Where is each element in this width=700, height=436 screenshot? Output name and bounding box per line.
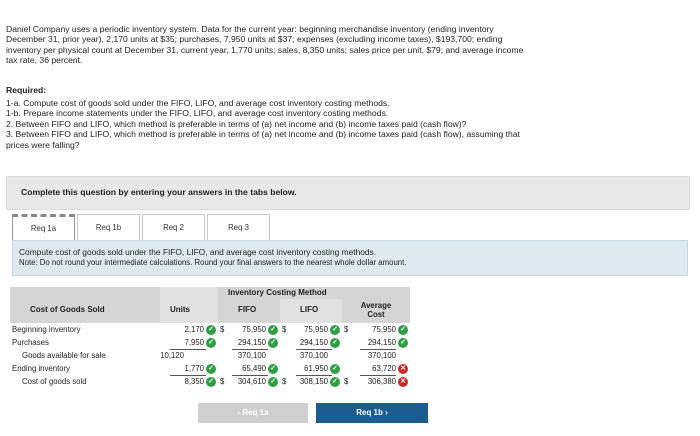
header-method-label: Inventory Costing Method [228, 288, 327, 297]
cell-value: 10,120 [160, 351, 184, 360]
tab-navigation [198, 403, 428, 423]
lifo-cell[interactable] [280, 324, 342, 336]
check-icon: ✓ [398, 325, 408, 335]
tab-req-2[interactable]: Req 2 [142, 214, 205, 240]
lifo-cell[interactable] [280, 363, 342, 375]
fifo-cell [218, 350, 280, 362]
cell-value: 2,170 [184, 325, 204, 334]
cell-value: 75,950 [242, 325, 266, 334]
cell-value: 75,950 [372, 325, 396, 334]
required-item: prices were falling? [6, 139, 80, 150]
dollar-sign: $ [282, 377, 287, 386]
header-average-cost [342, 299, 410, 323]
dollar-sign: $ [282, 325, 287, 334]
cell-value: 294,150 [367, 338, 396, 347]
check-icon: ✓ [398, 338, 408, 348]
header-lifo-label: LIFO [300, 305, 319, 314]
cell-value: 75,950 [304, 325, 328, 334]
table-row [10, 350, 410, 362]
check-icon: ✓ [206, 338, 216, 348]
cell-value: 308,150 [299, 377, 328, 386]
tab-req-1a[interactable]: Req 1a [12, 214, 75, 240]
dollar-sign: $ [220, 325, 225, 334]
problem-line: inventory per physical count at December 31, current year, 1,770 units; sales, 8,350 units; sales price per unit, $79; and average income [6, 44, 524, 55]
problem-line: December 31, prior year), 2,170 units at $35; purchases, 7,950 units at $37; expenses (excluding income taxes), $193,700; ending [6, 34, 503, 45]
cell-value: 370,100 [299, 351, 328, 360]
table-row [10, 376, 410, 388]
header-fifo-label: FIFO [238, 305, 257, 314]
fifo-cell[interactable] [218, 376, 280, 388]
row-label: Beginning inventory [12, 325, 81, 334]
avg-cell [342, 350, 410, 362]
tab-req-1b[interactable]: Req 1b [77, 214, 140, 240]
check-icon: ✓ [206, 325, 216, 335]
check-icon: ✓ [330, 338, 340, 348]
fifo-cell[interactable] [218, 324, 280, 336]
avg-cell[interactable] [342, 363, 410, 375]
panel-note: Note: Do not round your intermediate calculations. Round your final answers to the nearest whole dollar amount. [19, 258, 407, 267]
row-label: Cost of goods sold [22, 377, 87, 386]
fifo-cell[interactable] [218, 363, 280, 375]
lifo-cell[interactable] [280, 376, 342, 388]
problem-statement [6, 24, 646, 65]
cell-value: 306,380 [367, 377, 396, 386]
dollar-sign: $ [344, 377, 349, 386]
panel-instruction: Compute cost of goods sold under the FIFO, LIFO, and average cost inventory costing methods. [19, 247, 377, 257]
cell-value: 1,770 [184, 364, 204, 373]
check-icon: ✓ [330, 364, 340, 374]
units-cell [160, 350, 218, 362]
tab-req-3[interactable]: Req 3 [207, 214, 270, 240]
header-inventory-method [218, 287, 410, 299]
cell-value: 8,350 [184, 377, 204, 386]
avg-cell[interactable] [342, 376, 410, 388]
cogs-table [10, 287, 410, 397]
tab-bar [12, 214, 272, 240]
table-row [10, 337, 410, 349]
prev-req-button[interactable]: ‹ Req 1a [198, 403, 308, 423]
cell-value: 7,950 [184, 338, 204, 347]
table-row [10, 324, 410, 336]
check-icon: ✓ [268, 338, 278, 348]
cell-value: 65,490 [242, 364, 266, 373]
required-item: 2. Between FIFO and LIFO, which method is preferable in terms of (a) net income and (b) income taxes paid (cash flow)? [6, 118, 467, 129]
header-units [160, 287, 218, 323]
cell-value: 63,720 [372, 364, 396, 373]
next-req-button[interactable]: Req 1b › [316, 403, 428, 423]
row-label: Ending inventory [12, 364, 71, 373]
avg-cell[interactable] [342, 324, 410, 336]
cell-value: 61,950 [304, 364, 328, 373]
avg-cell[interactable] [342, 337, 410, 349]
required-item: 1-b. Prepare income statements under the FIFO, LIFO, and average cost inventory costing methods. [6, 108, 389, 119]
lifo-cell[interactable] [280, 337, 342, 349]
cell-value: 370,100 [367, 351, 396, 360]
header-fifo [218, 299, 280, 323]
check-icon: ✓ [268, 364, 278, 374]
row-label: Goods available for sale [22, 351, 106, 360]
check-icon: ✓ [268, 377, 278, 387]
dollar-sign: $ [220, 377, 225, 386]
required-list [6, 98, 656, 150]
instruction-bar [6, 176, 690, 210]
lifo-cell [280, 350, 342, 362]
units-cell[interactable] [160, 376, 218, 388]
units-cell[interactable] [160, 363, 218, 375]
check-icon: ✓ [330, 377, 340, 387]
cell-value: 304,610 [237, 377, 266, 386]
header-units-label: Units [170, 305, 190, 314]
header-avg-label: Average Cost [360, 301, 392, 319]
cross-icon: ✕ [398, 377, 408, 387]
table-row [10, 363, 410, 375]
fifo-cell[interactable] [218, 337, 280, 349]
check-icon: ✓ [330, 325, 340, 335]
required-item: 1-a. Compute cost of goods sold under the FIFO, LIFO, and average cost inventory costing methods. [6, 98, 390, 108]
cross-icon: ✕ [398, 364, 408, 374]
check-icon: ✓ [206, 377, 216, 387]
check-icon: ✓ [268, 325, 278, 335]
question-panel [12, 240, 688, 276]
cell-value: 370,100 [237, 351, 266, 360]
dollar-sign: $ [344, 325, 349, 334]
units-cell[interactable] [160, 324, 218, 336]
required-title: Required: [6, 85, 47, 95]
check-icon: ✓ [206, 364, 216, 374]
instruction-text: Complete this question by entering your answers in the tabs below. [21, 187, 297, 197]
row-label: Purchases [12, 338, 49, 347]
problem-line: Daniel Company uses a periodic inventory system. Data for the current year: beginning merchandise inventory (ending inventory [6, 24, 494, 34]
header-cost-of-goods-sold [10, 287, 160, 323]
cell-value: 294,150 [299, 338, 328, 347]
header-lifo [280, 299, 342, 323]
units-cell[interactable] [160, 337, 218, 349]
problem-line: tax rate, 36 percent. [6, 54, 83, 65]
cell-value: 294,150 [237, 338, 266, 347]
header-cost-label: Cost of Goods Sold [30, 305, 105, 314]
required-item: 3. Between FIFO and LIFO, which method is preferable in terms of (a) net income and (b) income taxes paid (cash flow), assuming that [6, 129, 520, 140]
